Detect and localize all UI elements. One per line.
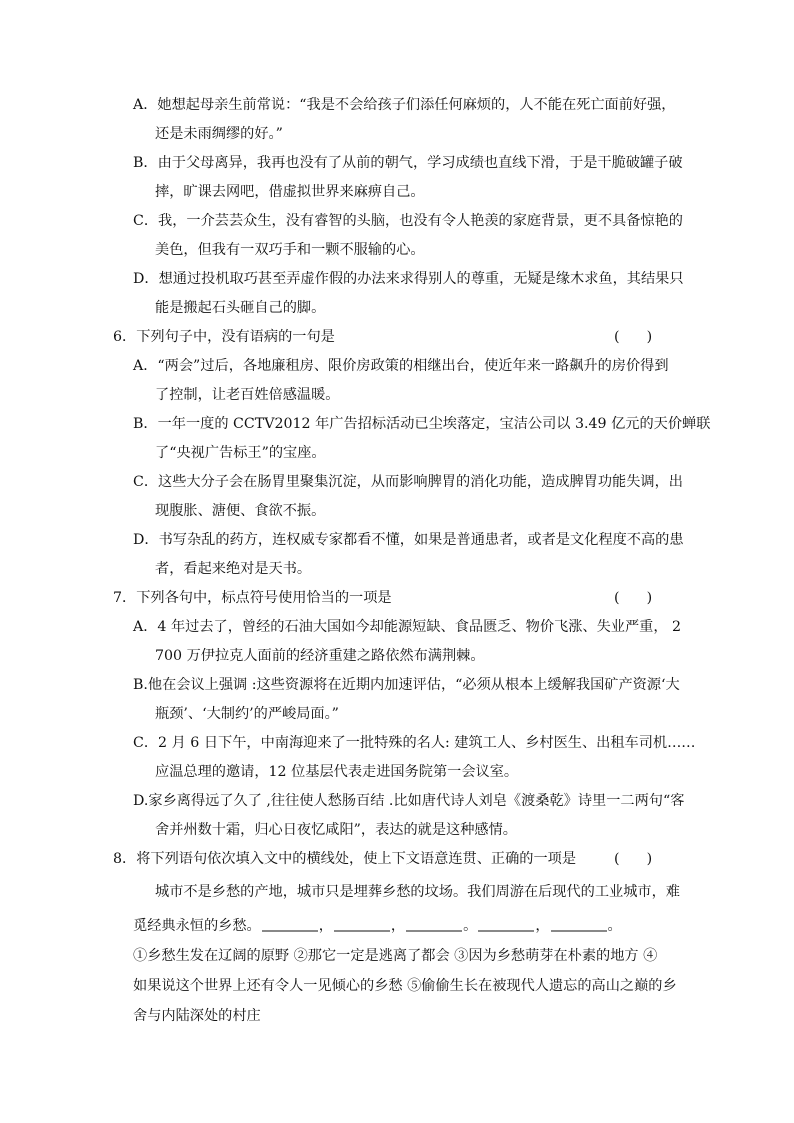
- q7-option-d-line1: D.家乡离得远了久了 ,往往使人愁肠百结 .比如唐代诗人刘皂《渡桑乾》诗里一二两句“客: [133, 793, 685, 809]
- q8-blank-separator: ，: [390, 918, 406, 934]
- q5-option-d-line2: 能是搬起石头砸自己的脚。: [155, 300, 326, 316]
- q6-option-c-line1: C．这些大分子会在肠胃里聚集沉淀，从而影响脾胃的消化功能，造成脾胃功能失调，出: [133, 474, 683, 490]
- q5-option-a-line1: A．她想起母亲生前常说：“我是不会给孩子们添任何麻烦的，人不能在死亡面前好强，: [133, 97, 676, 113]
- q8-fill-blank-2[interactable]: [333, 916, 391, 936]
- q7-option-b-line1: B.他在会议上强调 :这些资源将在近期内加速评估，“必须从根本上缓解我国矿产资源‘大: [133, 677, 680, 693]
- q7-option-d-line2: 舍并州数十霜，归心日夜忆咸阳”，表达的就是这种感情。: [155, 822, 517, 838]
- q7-option-c-line1: C．2 月 6 日下午，中南海迎来了一批特殊的名人: 建筑工人、乡村医生、出租车司机……: [133, 735, 696, 751]
- q8-passage-line1: 城市不是乡愁的产地，城市只是埋葬乡愁的坟场。我们周游在后现代的工业城市，难: [155, 884, 680, 900]
- q5-option-b-line1: B．由于父母离异，我再也没有了从前的朝气，学习成绩也直线下滑，于是干脆破罐子破: [133, 155, 683, 171]
- q6-answer-paren: ( ): [614, 329, 653, 345]
- q7-option-a-line1: A．4 年过去了，曾经的石油大国如今却能源短缺、食品匮乏、物价飞涨、失业严重， 2: [133, 619, 682, 635]
- q5-option-c-line2: 美色，但我有一双巧手和一颗不服输的心。: [155, 242, 425, 258]
- q6-option-c-line2: 现腹胀、溏便、食欲不振。: [155, 503, 326, 519]
- q6-stem: 6．下列句子中，没有语病的一句是: [113, 329, 335, 345]
- q8-blank-separator: ，: [318, 918, 333, 934]
- q7-option-a-line2: 700 万伊拉克人面前的经济重建之路依然布满荆棘。: [155, 648, 485, 664]
- q7-answer-paren: ( ): [614, 590, 653, 606]
- q6-option-d-line1: D．书写杂乱的药方，连权威专家都看不懂，如果是普通患者，或者是文化程度不高的患: [133, 532, 684, 548]
- q5-option-a-line2: 还是未雨绸缪的好。”: [155, 126, 283, 142]
- q8-fill-blank-5[interactable]: [550, 916, 608, 936]
- q8-choices-line2: 如果说这个世界上还有令人一见倾心的乡愁 ⑤偷偷生长在被现代人遗忘的高山之巅的乡: [133, 978, 677, 994]
- q8-choices-line3: 舍与内陆深处的村庄: [133, 1008, 261, 1024]
- q6-option-a-line2: 了控制，让老百姓倍感温暖。: [155, 387, 340, 403]
- q7-option-b-line2: 瓶颈’、‘大制约’的严峻局面。”: [155, 706, 339, 722]
- q8-answer-paren: ( ): [614, 851, 653, 867]
- q6-option-b-line1: B．一年一度的 CCTV2012 年广告招标活动已尘埃落定，宝洁公司以 3.49 亿元的天价蝉联: [133, 416, 711, 432]
- q6-option-d-line2: 者，看起来绝对是天书。: [155, 561, 312, 577]
- q5-option-c-line1: C．我，一介芸芸众生，没有睿智的头脑，也没有令人艳羡的家庭背景，更不具备惊艳的: [133, 213, 683, 229]
- q8-passage-line2: [133, 916, 622, 936]
- q7-stem: 7．下列各句中，标点符号使用恰当的一项是: [113, 590, 392, 606]
- q8-blank-separator: ，: [535, 918, 550, 934]
- q6-option-a-line1: A．“两会”过后，各地廉租房、限价房政策的相继出台，使近年来一路飙升的房价得到: [133, 358, 669, 374]
- q8-fill-blank-3[interactable]: [405, 916, 463, 936]
- q8-stem: 8．将下列语句依次填入文中的横线处，使上下文语意连贯、正确的一项是: [113, 851, 577, 867]
- q8-fill-blank-1[interactable]: [261, 916, 319, 936]
- q8-fill-blank-4[interactable]: [477, 916, 535, 936]
- q5-option-b-line2: 摔，旷课去网吧，借虚拟世界来麻痹自己。: [155, 184, 425, 200]
- q8-choices-line1: ①乡愁生发在辽阔的原野 ②那它一定是逃离了都会 ③因为乡愁萌芽在朴素的地方 ④: [133, 948, 658, 964]
- q7-option-c-line2: 应温总理的邀请，12 位基层代表走进国务院第一会议室。: [155, 764, 519, 780]
- q6-option-b-line2: 了“央视广告标王”的宝座。: [155, 445, 326, 461]
- q8-blank-separator: 。: [607, 918, 622, 934]
- q8-passage-prefix: 觅经典永恒的乡愁。: [133, 918, 261, 934]
- q8-blank-separator: 。: [463, 918, 478, 934]
- q5-option-d-line1: D．想通过投机取巧甚至弄虚作假的办法来求得别人的尊重，无疑是缘木求鱼，其结果只: [133, 271, 684, 287]
